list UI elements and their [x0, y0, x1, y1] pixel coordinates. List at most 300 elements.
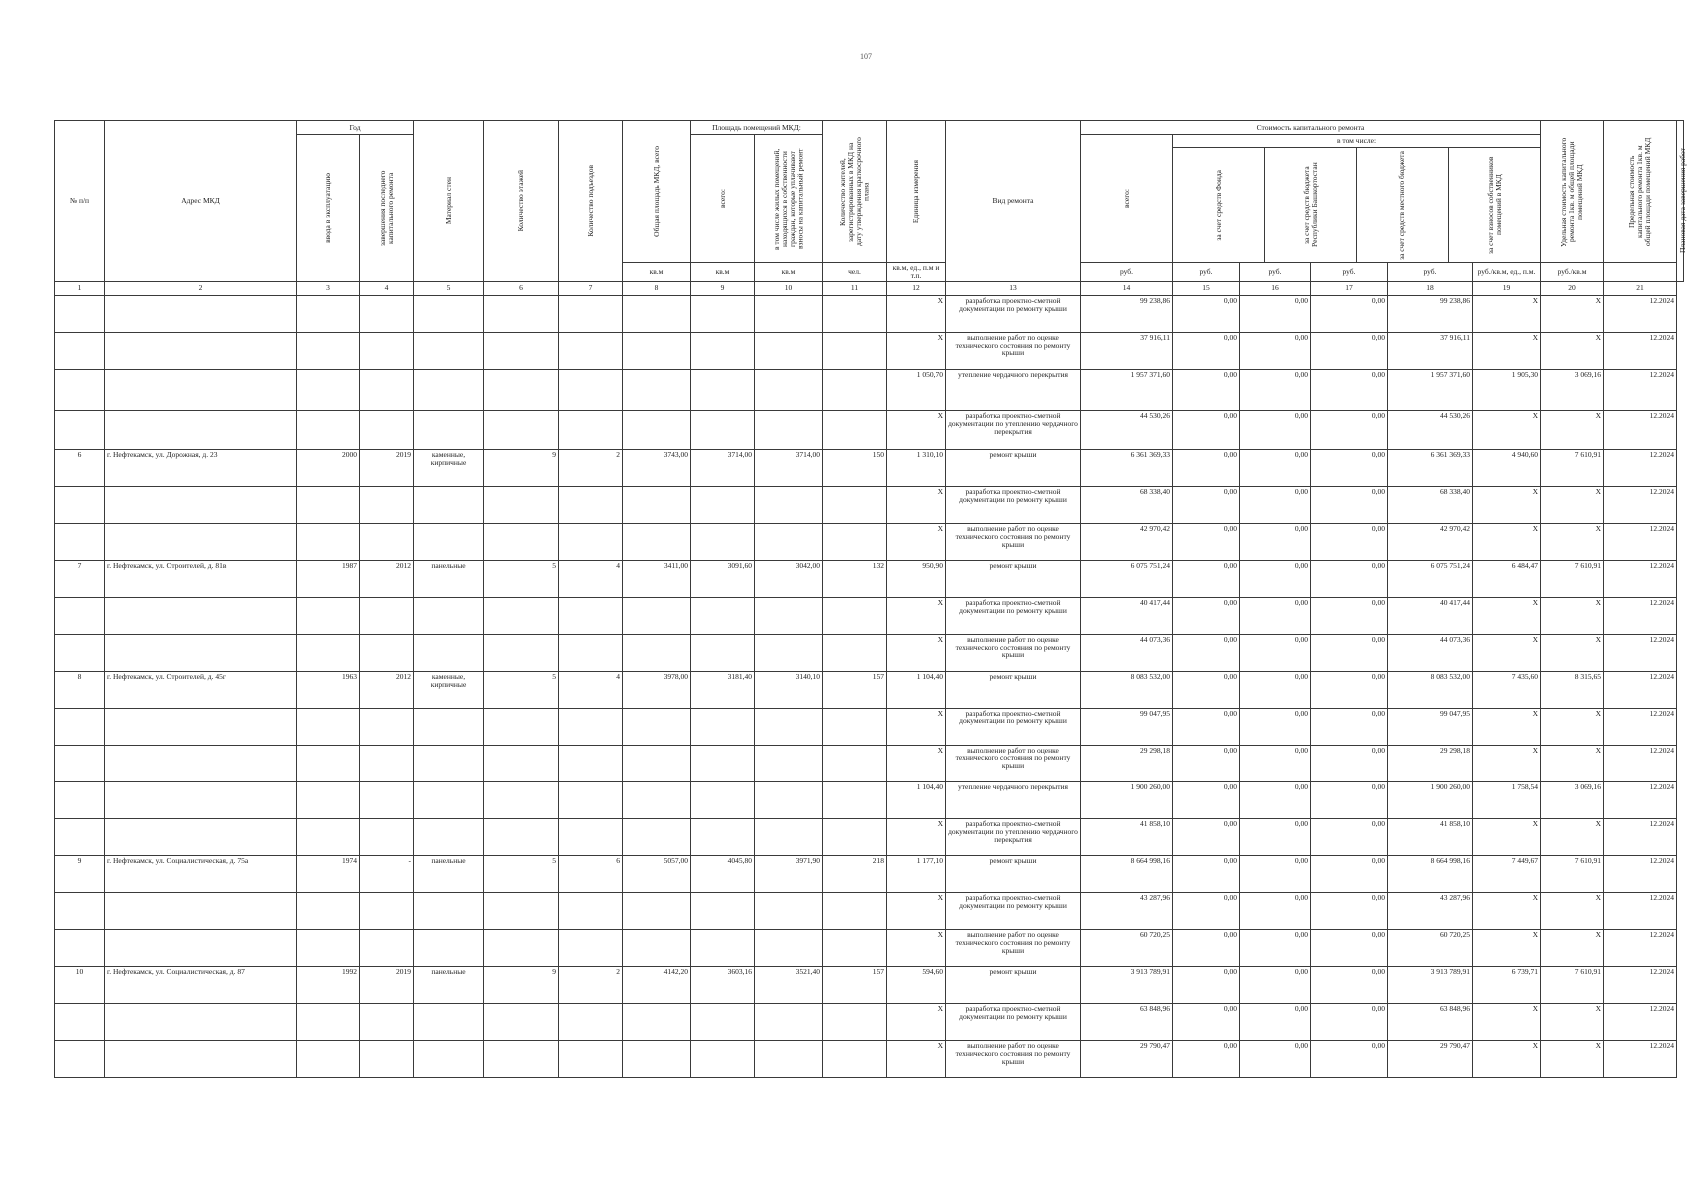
cell-repair: ремонт крыши	[946, 671, 1081, 708]
cell-year-last-repair	[360, 634, 414, 671]
header-republic: за счет средств бюджета Республики Башкортостан	[1301, 162, 1319, 248]
unit-unit-cost: руб./кв.м, ед., п.м.	[1473, 263, 1541, 282]
cell-unit: 594,60	[887, 967, 946, 1004]
cell-unit: 1 177,10	[887, 856, 946, 893]
cell-residents	[823, 782, 887, 819]
cell-address	[105, 1004, 297, 1041]
cell-year-built	[297, 708, 360, 745]
cell-owners: 1 957 371,60	[1388, 369, 1473, 410]
cell-entrances	[559, 708, 623, 745]
cell-year-built	[297, 745, 360, 782]
cell-cost-total: 99 238,86	[1081, 295, 1173, 332]
cell-total-area	[623, 369, 691, 410]
cell-address	[105, 708, 297, 745]
cell-date: 12.2024	[1604, 597, 1677, 634]
table-row	[55, 486, 1684, 523]
column-number: 12	[887, 281, 946, 295]
cell-republic: 0,00	[1240, 782, 1311, 819]
cell-total-area	[623, 1041, 691, 1078]
cell-unit-cost: X	[1473, 745, 1541, 782]
cell-entrances	[559, 1004, 623, 1041]
cell-cost-total: 29 298,18	[1081, 745, 1173, 782]
cell-unit: X	[887, 930, 946, 967]
cell-wall	[414, 369, 484, 410]
cell-address: г. Нефтекамск, ул. Социалистическая, д. 87	[105, 967, 297, 1004]
cell-premises-total	[691, 410, 755, 449]
cell-local: 0,00	[1311, 634, 1388, 671]
cell-republic: 0,00	[1240, 967, 1311, 1004]
table-row	[55, 295, 1684, 332]
cell-wall	[414, 597, 484, 634]
cell-max-cost: X	[1541, 523, 1604, 560]
cell-cost-total: 6 075 751,24	[1081, 560, 1173, 597]
cell-residents	[823, 1004, 887, 1041]
cell-wall: каменные, кирпичные	[414, 671, 484, 708]
cell-unit: X	[887, 1041, 946, 1078]
header-owners: за счет взносов собственников помещений в МКД	[1485, 156, 1503, 254]
header-premises-area: Площадь помещений МКД:	[691, 121, 823, 135]
cell-entrances	[559, 369, 623, 410]
unit-fund: руб.	[1173, 263, 1240, 282]
cell-n: 8	[55, 671, 105, 708]
cell-cost-total: 44 530,26	[1081, 410, 1173, 449]
cell-local: 0,00	[1311, 523, 1388, 560]
unit-premises-total: кв.м	[691, 263, 755, 282]
cell-premises-total	[691, 819, 755, 856]
cell-wall	[414, 332, 484, 369]
cell-unit: 1 104,40	[887, 671, 946, 708]
cell-year-last-repair	[360, 597, 414, 634]
cell-total-area	[623, 745, 691, 782]
cell-wall	[414, 745, 484, 782]
cell-wall	[414, 930, 484, 967]
cell-floors	[484, 1004, 559, 1041]
header-floors: Количество этажей	[484, 121, 559, 282]
cell-cost-total: 40 417,44	[1081, 597, 1173, 634]
cell-premises-residential: 3042,00	[755, 560, 823, 597]
cell-cost-total: 42 970,42	[1081, 523, 1173, 560]
header-planned-date: Плановая дата завершения работ	[1677, 121, 1684, 282]
cell-entrances: 2	[559, 450, 623, 487]
cell-repair: выполнение работ по оценке технического состояния по ремонту крыши	[946, 634, 1081, 671]
cell-premises-total	[691, 295, 755, 332]
cell-wall	[414, 523, 484, 560]
cell-entrances	[559, 486, 623, 523]
cell-n	[55, 893, 105, 930]
cell-unit: X	[887, 745, 946, 782]
unit-measure: кв.м, ед., п.м и т.п.	[887, 263, 946, 282]
cell-floors	[484, 295, 559, 332]
cell-premises-total	[691, 523, 755, 560]
cell-republic: 0,00	[1240, 523, 1311, 560]
cell-date: 12.2024	[1604, 523, 1677, 560]
cell-floors: 5	[484, 560, 559, 597]
column-number: 17	[1311, 281, 1388, 295]
cell-year-built: 1992	[297, 967, 360, 1004]
cell-premises-residential	[755, 1041, 823, 1078]
cell-cost-total: 68 338,40	[1081, 486, 1173, 523]
cell-owners: 29 298,18	[1388, 745, 1473, 782]
header-max-cost: Предельная стоимость капитального ремонта 1кв. м общей площади помещений МКД	[1604, 121, 1677, 263]
cell-max-cost: 7 610,91	[1541, 856, 1604, 893]
column-number: 6	[484, 281, 559, 295]
cell-wall	[414, 782, 484, 819]
cell-n: 7	[55, 560, 105, 597]
cell-unit-cost: X	[1473, 893, 1541, 930]
cell-total-area: 5057,00	[623, 856, 691, 893]
cell-residents	[823, 708, 887, 745]
cell-n	[55, 708, 105, 745]
cell-address	[105, 782, 297, 819]
cell-date: 12.2024	[1604, 782, 1677, 819]
cell-n	[55, 1041, 105, 1078]
header-address: Адрес МКД	[105, 121, 297, 282]
cell-fund: 0,00	[1173, 634, 1240, 671]
cell-owners: 40 417,44	[1388, 597, 1473, 634]
cell-floors	[484, 745, 559, 782]
cell-entrances: 2	[559, 967, 623, 1004]
cell-year-built: 1974	[297, 856, 360, 893]
table-row	[55, 1041, 1684, 1078]
cell-year-built	[297, 295, 360, 332]
cell-residents: 218	[823, 856, 887, 893]
column-number: 5	[414, 281, 484, 295]
cell-local: 0,00	[1311, 410, 1388, 449]
cell-n	[55, 486, 105, 523]
cell-n	[55, 410, 105, 449]
cell-address: г. Нефтекамск, ул. Дорожная, д. 23	[105, 450, 297, 487]
column-number: 20	[1541, 281, 1604, 295]
cell-republic: 0,00	[1240, 1041, 1311, 1078]
cell-max-cost: X	[1541, 893, 1604, 930]
cell-premises-total: 3603,16	[691, 967, 755, 1004]
cell-year-built	[297, 782, 360, 819]
cell-owners: 6 075 751,24	[1388, 560, 1473, 597]
cell-local: 0,00	[1311, 450, 1388, 487]
cell-fund: 0,00	[1173, 486, 1240, 523]
cell-fund: 0,00	[1173, 819, 1240, 856]
cell-premises-total: 4045,80	[691, 856, 755, 893]
cell-repair: ремонт крыши	[946, 560, 1081, 597]
cell-owners: 63 848,96	[1388, 1004, 1473, 1041]
cell-residents	[823, 930, 887, 967]
cell-premises-residential	[755, 486, 823, 523]
column-number-row	[55, 281, 1684, 295]
cell-repair: выполнение работ по оценке технического состояния по ремонту крыши	[946, 523, 1081, 560]
cell-max-cost: 7 610,91	[1541, 560, 1604, 597]
column-number: 2	[105, 281, 297, 295]
cell-unit: 950,90	[887, 560, 946, 597]
cell-cost-total: 37 916,11	[1081, 332, 1173, 369]
cell-repair: разработка проектно-сметной документации по ремонту крыши	[946, 1004, 1081, 1041]
cell-unit-cost: X	[1473, 930, 1541, 967]
cell-address	[105, 332, 297, 369]
cell-premises-residential: 3521,40	[755, 967, 823, 1004]
cell-wall: каменные, кирпичные	[414, 450, 484, 487]
cell-residents	[823, 893, 887, 930]
cell-address	[105, 634, 297, 671]
cell-local: 0,00	[1311, 486, 1388, 523]
cell-entrances	[559, 819, 623, 856]
cell-max-cost: X	[1541, 597, 1604, 634]
header-premises-total: всего:	[691, 135, 755, 263]
table-row	[55, 523, 1684, 560]
cell-repair: выполнение работ по оценке технического состояния по ремонту крыши	[946, 745, 1081, 782]
cell-residents: 132	[823, 560, 887, 597]
table-row	[55, 782, 1684, 819]
cell-premises-residential	[755, 1004, 823, 1041]
cell-floors: 5	[484, 856, 559, 893]
cell-cost-total: 6 361 369,33	[1081, 450, 1173, 487]
cell-floors: 5	[484, 671, 559, 708]
cell-fund: 0,00	[1173, 369, 1240, 410]
cell-year-built	[297, 369, 360, 410]
cell-entrances	[559, 745, 623, 782]
column-number: 13	[946, 281, 1081, 295]
cell-cost-total: 8 083 532,00	[1081, 671, 1173, 708]
column-number: 21	[1604, 281, 1677, 295]
cell-unit: X	[887, 1004, 946, 1041]
cell-repair: разработка проектно-сметной документации по утеплению чердачного перекрытия	[946, 819, 1081, 856]
cell-max-cost: X	[1541, 486, 1604, 523]
header-cost-total: всего:	[1081, 135, 1173, 263]
table-row	[55, 332, 1684, 369]
cell-entrances	[559, 597, 623, 634]
cell-fund: 0,00	[1173, 410, 1240, 449]
cell-owners: 43 287,96	[1388, 893, 1473, 930]
cell-address	[105, 486, 297, 523]
cell-residents	[823, 597, 887, 634]
cell-premises-residential	[755, 369, 823, 410]
cell-address: г. Нефтекамск, ул. Социалистическая, д. 75а	[105, 856, 297, 893]
cell-repair: разработка проектно-сметной документации по ремонту крыши	[946, 597, 1081, 634]
cell-residents	[823, 295, 887, 332]
cell-total-area: 4142,20	[623, 967, 691, 1004]
cell-local: 0,00	[1311, 332, 1388, 369]
cell-cost-total: 44 073,36	[1081, 634, 1173, 671]
cell-owners: 44 073,36	[1388, 634, 1473, 671]
cell-premises-total	[691, 634, 755, 671]
header-residents: Количество жителей, зарегистрированных в МКД на дату утверждения краткосрочного плана	[823, 121, 887, 263]
cell-max-cost: X	[1541, 634, 1604, 671]
cell-entrances	[559, 332, 623, 369]
cell-premises-residential	[755, 708, 823, 745]
cell-total-area	[623, 295, 691, 332]
cell-n	[55, 369, 105, 410]
cell-date: 12.2024	[1604, 560, 1677, 597]
cell-max-cost: X	[1541, 745, 1604, 782]
cell-local: 0,00	[1311, 819, 1388, 856]
cell-local: 0,00	[1311, 967, 1388, 1004]
cell-total-area	[623, 782, 691, 819]
cell-year-last-repair	[360, 486, 414, 523]
cell-unit-cost: X	[1473, 332, 1541, 369]
cell-republic: 0,00	[1240, 450, 1311, 487]
table-row	[55, 369, 1684, 410]
cell-year-last-repair	[360, 523, 414, 560]
cell-floors	[484, 486, 559, 523]
cell-unit-cost: X	[1473, 1004, 1541, 1041]
cell-premises-residential: 3971,90	[755, 856, 823, 893]
cell-owners: 29 790,47	[1388, 1041, 1473, 1078]
cell-total-area	[623, 410, 691, 449]
cell-year-last-repair	[360, 410, 414, 449]
cell-premises-total: 3181,40	[691, 671, 755, 708]
cell-repair: утепление чердачного перекрытия	[946, 782, 1081, 819]
cell-floors: 9	[484, 967, 559, 1004]
cell-unit: X	[887, 708, 946, 745]
cell-owners: 60 720,25	[1388, 930, 1473, 967]
cell-local: 0,00	[1311, 893, 1388, 930]
cell-cost-total: 8 664 998,16	[1081, 856, 1173, 893]
cell-date: 12.2024	[1604, 967, 1677, 1004]
cell-year-built	[297, 1041, 360, 1078]
cell-date: 12.2024	[1604, 745, 1677, 782]
cell-total-area	[623, 332, 691, 369]
cell-owners: 41 858,10	[1388, 819, 1473, 856]
column-number: 10	[755, 281, 823, 295]
cell-premises-total: 3091,60	[691, 560, 755, 597]
cell-wall	[414, 1041, 484, 1078]
unit-premises-residential: кв.м	[755, 263, 823, 282]
cell-premises-total	[691, 930, 755, 967]
cell-unit: 1 050,70	[887, 369, 946, 410]
cell-premises-total	[691, 893, 755, 930]
cell-unit-cost: 1 905,30	[1473, 369, 1541, 410]
cell-total-area	[623, 486, 691, 523]
cell-unit-cost: X	[1473, 486, 1541, 523]
table-row	[55, 819, 1684, 856]
cell-residents	[823, 332, 887, 369]
cell-unit-cost: 1 758,54	[1473, 782, 1541, 819]
cell-unit-cost: 4 940,60	[1473, 450, 1541, 487]
cell-wall: панельные	[414, 967, 484, 1004]
cell-premises-total	[691, 708, 755, 745]
cell-republic: 0,00	[1240, 369, 1311, 410]
cell-year-built: 1963	[297, 671, 360, 708]
cell-owners: 44 530,26	[1388, 410, 1473, 449]
cell-address	[105, 893, 297, 930]
cell-unit-cost: 7 435,60	[1473, 671, 1541, 708]
cell-fund: 0,00	[1173, 856, 1240, 893]
cell-floors	[484, 523, 559, 560]
cell-entrances	[559, 893, 623, 930]
cell-address	[105, 930, 297, 967]
cell-entrances	[559, 782, 623, 819]
cell-floors	[484, 369, 559, 410]
cell-unit: X	[887, 634, 946, 671]
cell-republic: 0,00	[1240, 597, 1311, 634]
cell-date: 12.2024	[1604, 1041, 1677, 1078]
cell-fund: 0,00	[1173, 1004, 1240, 1041]
cell-fund: 0,00	[1173, 1041, 1240, 1078]
cell-total-area: 3978,00	[623, 671, 691, 708]
cell-wall	[414, 486, 484, 523]
column-number: 4	[360, 281, 414, 295]
cell-max-cost: X	[1541, 930, 1604, 967]
cell-local: 0,00	[1311, 369, 1388, 410]
cell-address	[105, 369, 297, 410]
header-incl-group	[1173, 135, 1541, 263]
cell-total-area	[623, 597, 691, 634]
cell-n	[55, 1004, 105, 1041]
cell-floors: 9	[484, 450, 559, 487]
cell-premises-residential	[755, 745, 823, 782]
cell-floors	[484, 410, 559, 449]
cell-residents	[823, 1041, 887, 1078]
cell-repair: ремонт крыши	[946, 967, 1081, 1004]
cell-max-cost: X	[1541, 1004, 1604, 1041]
column-number: 7	[559, 281, 623, 295]
cell-wall	[414, 634, 484, 671]
cell-floors	[484, 597, 559, 634]
header-n: № п/п	[55, 121, 105, 282]
cell-year-built	[297, 486, 360, 523]
cell-date: 12.2024	[1604, 819, 1677, 856]
header-wall-material: Материал стен	[414, 121, 484, 282]
cell-unit: 1 310,10	[887, 450, 946, 487]
table-row	[55, 856, 1684, 893]
cell-premises-residential	[755, 597, 823, 634]
cell-repair: разработка проектно-сметной документации по утеплению чердачного перекрытия	[946, 410, 1081, 449]
cell-entrances	[559, 295, 623, 332]
cell-premises-residential	[755, 332, 823, 369]
cell-owners: 99 238,86	[1388, 295, 1473, 332]
cell-year-built	[297, 893, 360, 930]
cell-premises-residential: 3140,10	[755, 671, 823, 708]
cell-premises-residential	[755, 819, 823, 856]
cell-premises-residential	[755, 295, 823, 332]
cell-premises-total	[691, 1004, 755, 1041]
cell-repair: выполнение работ по оценке технического состояния по ремонту крыши	[946, 332, 1081, 369]
cell-year-last-repair	[360, 930, 414, 967]
cell-address	[105, 1041, 297, 1078]
cell-premises-residential: 3714,00	[755, 450, 823, 487]
header-unit-cost: Удельная стоимость капитального ремонта 1кв. м общей площади помещений МКД	[1541, 121, 1604, 263]
header-year-last-repair: завершения последнего капитального ремонта	[360, 135, 414, 282]
cell-residents: 157	[823, 671, 887, 708]
cell-premises-total	[691, 486, 755, 523]
cell-year-last-repair: 2012	[360, 560, 414, 597]
cell-max-cost: X	[1541, 708, 1604, 745]
cell-residents	[823, 486, 887, 523]
cell-n	[55, 819, 105, 856]
cell-unit-cost: X	[1473, 523, 1541, 560]
cell-year-built: 1987	[297, 560, 360, 597]
cell-cost-total: 1 900 260,00	[1081, 782, 1173, 819]
cell-repair: выполнение работ по оценке технического состояния по ремонту крыши	[946, 1041, 1081, 1078]
cell-floors	[484, 819, 559, 856]
cell-wall	[414, 819, 484, 856]
cell-repair: ремонт крыши	[946, 450, 1081, 487]
unit-cost-total: руб.	[1081, 263, 1173, 282]
cell-local: 0,00	[1311, 1041, 1388, 1078]
cell-local: 0,00	[1311, 560, 1388, 597]
cell-premises-residential	[755, 523, 823, 560]
cell-date: 12.2024	[1604, 450, 1677, 487]
cell-total-area	[623, 893, 691, 930]
cell-max-cost: X	[1541, 332, 1604, 369]
cell-entrances	[559, 930, 623, 967]
cell-n	[55, 295, 105, 332]
cell-year-built	[297, 332, 360, 369]
cell-republic: 0,00	[1240, 1004, 1311, 1041]
cell-republic: 0,00	[1240, 560, 1311, 597]
cell-fund: 0,00	[1173, 450, 1240, 487]
cell-unit: X	[887, 893, 946, 930]
cell-unit: X	[887, 523, 946, 560]
cell-entrances	[559, 634, 623, 671]
